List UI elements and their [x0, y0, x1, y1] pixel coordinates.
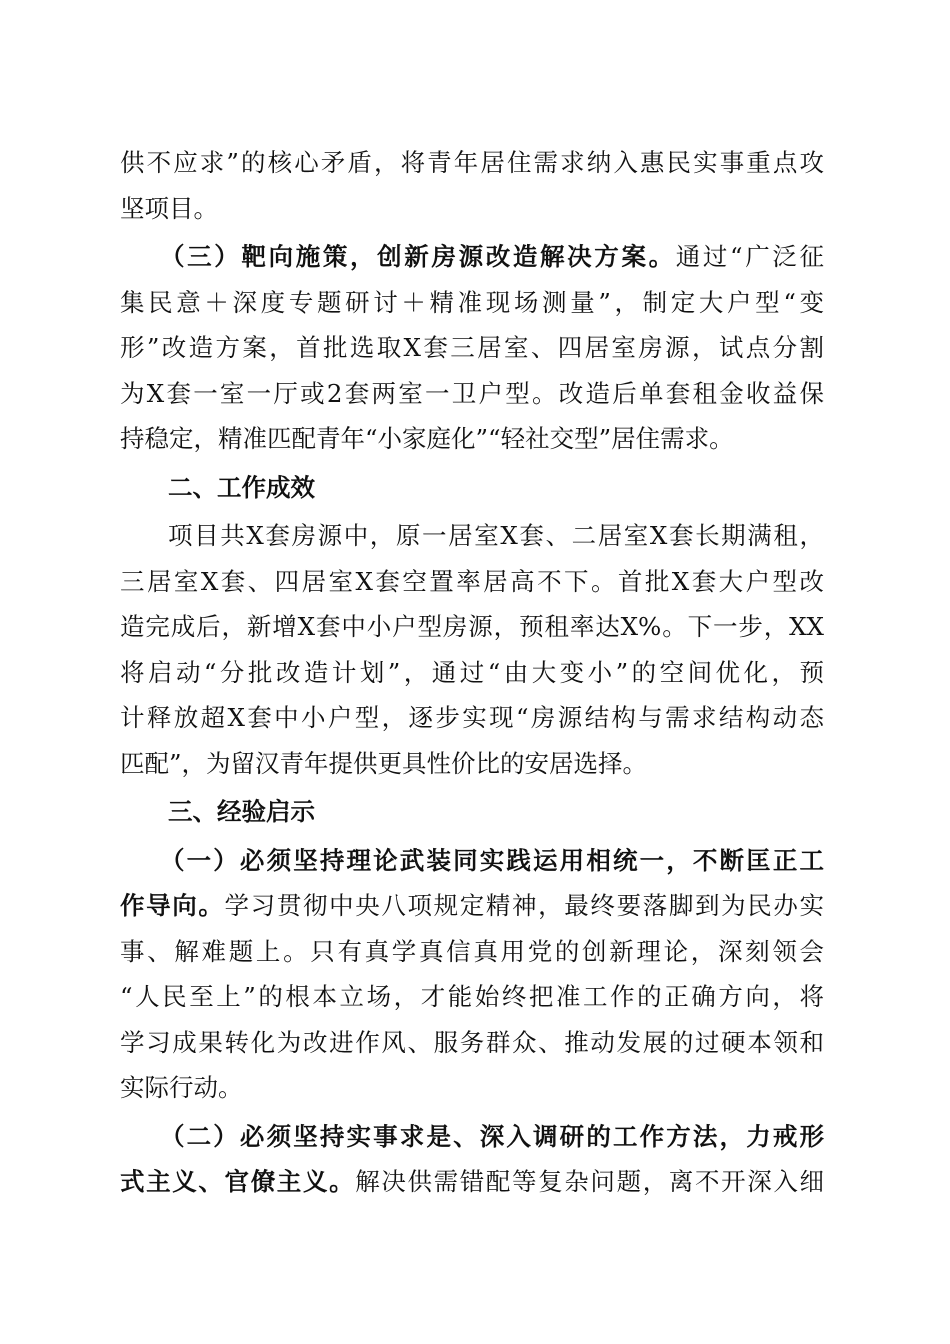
body-line: 坚项目。	[120, 193, 218, 223]
document-body	[120, 140, 824, 1205]
body-line: 形”改造方案，首批选取X套三居室、四居室房源，试点分割	[120, 333, 824, 362]
body-line: 实际行动。	[120, 1073, 243, 1102]
body-text: 通过“广泛征	[675, 242, 824, 271]
section-heading: 二、工作成效	[168, 472, 315, 502]
body-line: 三居室X套、四居室X套空置率居高不下。首批X套大户型改	[120, 566, 824, 596]
subsection-title: （二）必须坚持实事求是、深入调研的工作方法，力戒形	[160, 1121, 824, 1151]
body-line: 供不应求”的核心矛盾，将青年居住需求纳入惠民实事重点攻	[120, 148, 824, 177]
section-heading: 三、经验启示	[168, 797, 315, 826]
body-text: 学习贯彻中央八项规定精神，最终要落脚到为民办实	[224, 891, 824, 920]
body-line: 学习成果转化为改进作风、服务群众、推动发展的过硬本领和	[120, 1027, 824, 1057]
body-line: 项目共X套房源中，原一居室X套、二居室X套长期满租，	[168, 521, 824, 550]
body-line: “人民至上”的根本立场，才能始终把准工作的正确方向，将	[120, 982, 824, 1011]
body-line: 计释放超X套中小户型，逐步实现“房源结构与需求结构动态	[120, 703, 824, 732]
subsection-title: 式主义、官僚主义。	[120, 1167, 356, 1196]
body-line: 匹配”，为留汉青年提供更具性价比的安居选择。	[120, 748, 648, 778]
body-line: 造完成后，新增X套中小户型房源，预租率达X%。下一步，XX	[120, 612, 824, 641]
subsection-3-line	[120, 234, 824, 280]
body-line	[120, 883, 824, 929]
body-text: 解决供需错配等复杂问题，离不开深入细	[355, 1167, 824, 1196]
subsection-title: （一）必须坚持理论武装同实践运用相统一，不断匡正工	[160, 845, 824, 875]
body-line	[120, 1159, 824, 1205]
body-line: 将启动“分批改造计划”，通过“由大变小”的空间优化，预	[120, 657, 824, 687]
body-line: 集民意＋深度专题研讨＋精准现场测量”，制定大户型“变	[120, 287, 824, 317]
body-line: 为X套一室一厅或2套两室一卫户型。改造后单套租金收益保	[120, 378, 824, 408]
subsection-title: 作导向。	[120, 891, 225, 920]
body-line: 事、解难题上。只有真学真信真用党的创新理论，深刻领会	[120, 936, 824, 966]
subsection-title: （三）靶向施策，创新房源改造解决方案。	[160, 242, 676, 271]
body-line: 持稳定，精准匹配青年“小家庭化”“轻社交型”居住需求。	[120, 424, 734, 453]
